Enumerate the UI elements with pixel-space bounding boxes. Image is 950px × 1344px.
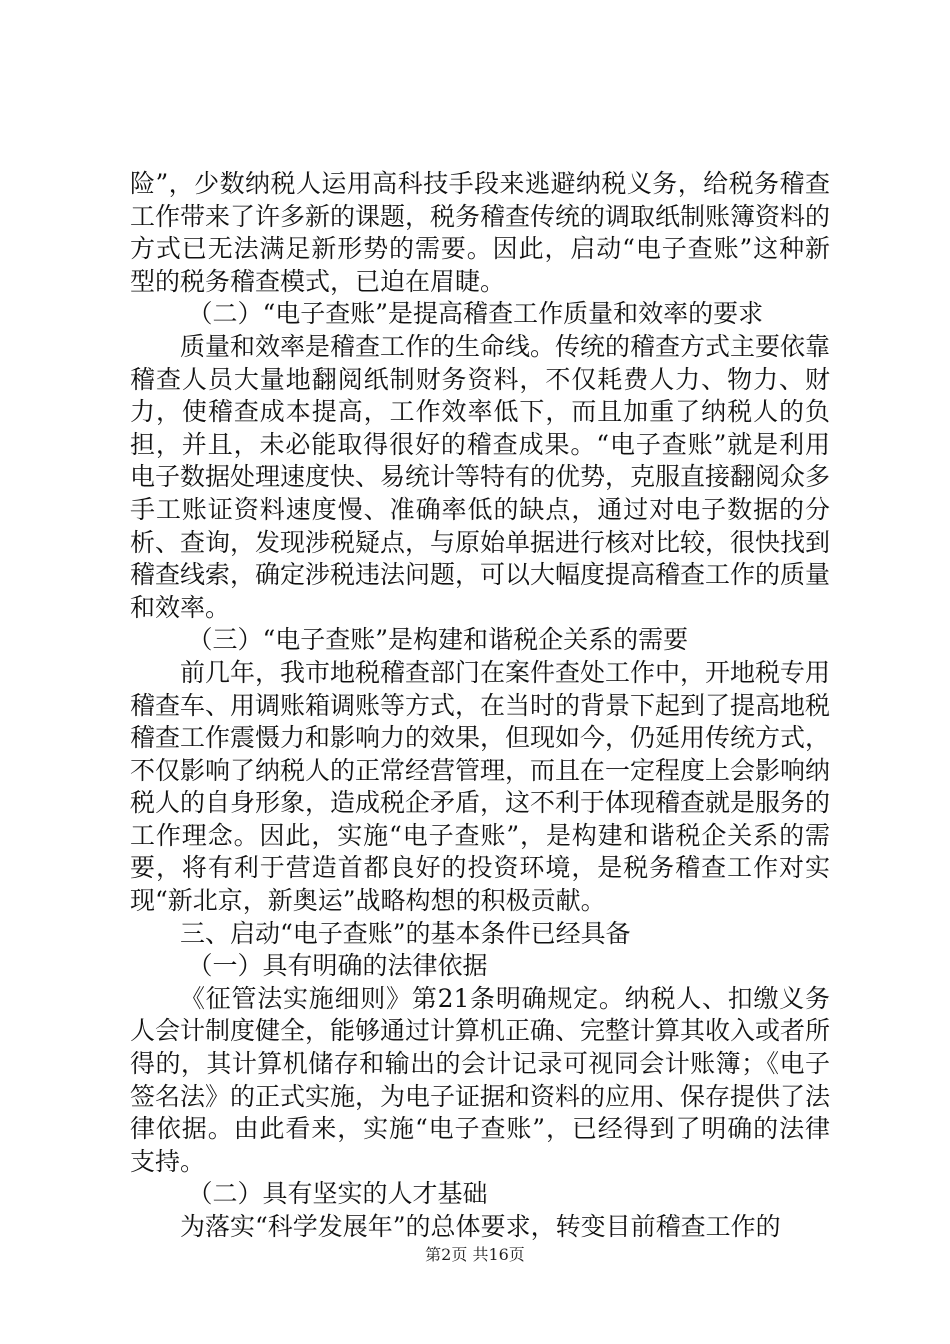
paragraph-continuation: 险”，少数纳税人运用高科技手段来逃避纳税义务，给税务稽查工作带来了许多新的课题，税务稽查传统的调取纸制账簿资料的方式已无法满足新形势的需要。因此，启动“电子查账”这种新型的税务稽查模式，已迫在眉睫。: [130, 169, 831, 296]
page-number-footer: 第2页 共16页: [425, 1245, 525, 1264]
paragraph-harmonious-relations: 前几年，我市地税稽查部门在案件查处工作中，开地税专用稽查车、用调账箱调账等方式，在当时的背景下起到了提高地税稽查工作震慑力和影响力的效果，但现如今，仍延用传统方式，不仅影响了纳税人的正常经营管理，而且在一定程度上会影响纳税人的自身形象，造成税企矛盾，这不利于体现稽查就是服务的工作理念。因此，实施“电子查账”，是构建和谐税企关系的需要，将有利于营造首都良好的投资环境，是税务稽查工作对实现“新北京，新奥运”战略构想的积极贡献。: [130, 657, 831, 916]
paragraph-quality-efficiency: 质量和效率是稽查工作的生命线。传统的稽查方式主要依靠稽查人员大量地翻阅纸制财务资料，不仅耗费人力、物力、财力，使稽查成本提高，工作效率低下，而且加重了纳税人的负担，并且，未必能取得很好的稽查成果。“电子查账”就是利用电子数据处理速度快、易统计等特有的优势，克服直接翻阅众多手工账证资料速度慢、准确率低的缺点，通过对电子数据的分析、查询，发现涉税疑点，与原始单据进行核对比较，很快找到稽查线索，确定涉税违法问题，可以大幅度提高稽查工作的质量和效率。: [130, 331, 831, 622]
section-heading-2-2: （二）“电子查账”是提高稽查工作质量和效率的要求: [187, 299, 764, 329]
paragraph-talent-basis: 为落实“科学发展年”的总体要求，转变目前稽查工作的: [180, 1212, 781, 1241]
document-body: [130, 168, 830, 1244]
paragraph-legal-basis: 《征管法实施细则》第21条明确规定。纳税人、扣缴义务人会计制度健全，能够通过计算机正确、完整计算其收入或者所得的，其计算机储存和输出的会计记录可视同会计账簿；《电子签名法》的正式实施，为电子证据和资料的应用、保存提供了法律依据。由此看来，实施“电子查账”，已经得到了明确的法律支持。: [130, 983, 831, 1176]
section-heading-3: 三、启动“电子查账”的基本条件已经具备: [180, 918, 631, 948]
section-heading-3-2: （二）具有坚实的人才基础: [187, 1179, 488, 1209]
section-heading-2-3: （三）“电子查账”是构建和谐税企关系的需要: [187, 625, 689, 655]
section-heading-3-1: （一）具有明确的法律依据: [187, 951, 488, 981]
